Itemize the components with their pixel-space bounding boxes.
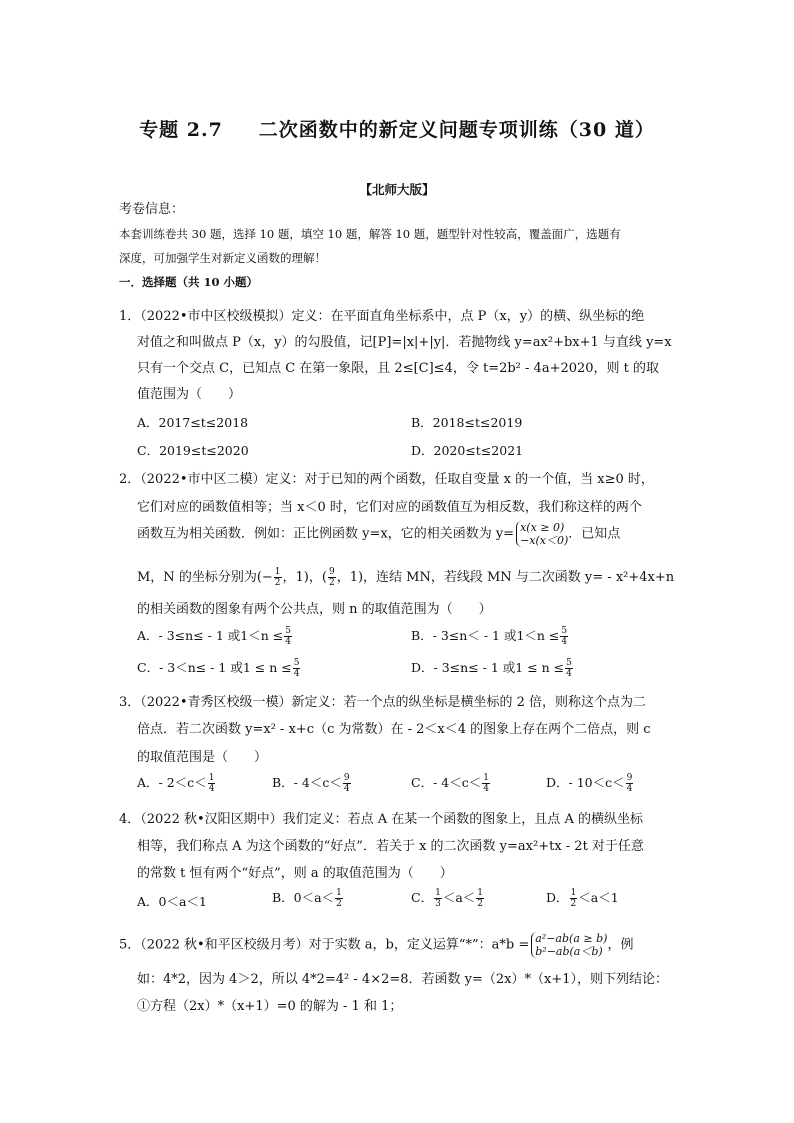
q3-option-a [137,773,216,794]
frac-num: 5 [285,626,291,636]
q2-option-a [137,626,293,647]
q3-option-c-text: C．- 4＜c＜ [411,775,482,790]
q1-line-1: 1．（2022•市中区校级模拟）定义：在平面直角坐标系中，点 P（x，y）的横、纵坐标的绝 [119,309,645,324]
frac-num: 1 [435,888,441,898]
frac-den: 4 [626,784,633,794]
q2-line-3-end: ．已知点 [568,526,621,542]
q2-line-3-text: 函数互为相关函数．例如：正比例函数 y=x，它的相关函数为 y= [137,526,515,542]
q5-case-2: b²−ab(a＜b) [535,945,603,958]
frac-den: 4 [561,637,568,647]
frac-den: 4 [285,637,291,647]
frac-num: 1 [274,567,281,577]
q3-option-b [272,773,352,794]
frac-den: 3 [435,899,441,909]
q2-line-2: 它们对应的函数值相等；当 x＜0 时，它们对应的函数值互为相反数，我们称这样的两个 [137,500,642,515]
frac-den: 2 [274,578,281,588]
q4-line-3: 的常数 t 恒有两个“好点”，则 a 的取值范围为（ ） [137,866,453,881]
q2-line-5: 的相关函数的图象有两个公共点，则 n 的取值范围为（ ） [137,602,492,617]
frac-num: 1 [477,888,483,898]
q1-option-b: B．2018≤t≤2019 [411,415,523,430]
q5-line-2: 如：4*2，因为 4＞2，所以 4*2=4² - 4×2=8．若函数 y=（2x）*（x+1），则下列结论： [137,972,668,987]
edition-label: 【北师大版】 [359,182,435,197]
frac-den: 4 [293,669,300,679]
q4-option-d-frac [570,888,578,909]
q4-option-d-text: ＜a＜1 [578,890,619,905]
q2-line-4b: ，1)，( [282,570,327,585]
q2-piecewise [516,521,568,547]
q2-line-4a: M，N 的坐标分别为(− [137,570,273,585]
q3-option-a-frac [208,773,216,794]
frac-num: 5 [293,658,300,668]
q2-option-b-frac [560,626,568,647]
title-topic-name: 二次函数中的新定义问题专项训练（30 道） [258,119,655,141]
frac-den: 4 [208,784,215,794]
frac-num: 5 [566,658,572,668]
q3-option-b-frac [343,773,351,794]
q2-line-1: 2．（2022•市中区二模）定义：对于已知的两个函数，任取自变量 x 的一个值，当 x≥0 时， [119,472,654,487]
frac-num: 9 [328,567,335,577]
q1-line-3: 只有一个交点 C，已知点 C 在第一象限，且 2≤[C]≤4，令 t=2b² - 4a+2020，则 t 的取 [137,361,660,376]
q4-option-d [546,888,619,909]
section-heading: 一．选择题（共 10 小题） [119,275,259,289]
q4-option-b-text: B．0＜a＜ [272,890,335,905]
q2-option-b-text: B．- 3≤n＜ - 1 或1＜n ≤ [411,628,560,643]
q4-option-c-frac-2 [476,888,484,909]
exam-info-label: 考卷信息： [119,202,185,217]
q4-option-b [272,888,344,909]
q2-option-a-frac [284,626,292,647]
q4-option-c-text: ＜a＜ [442,890,476,905]
frac-num: 1 [208,773,215,783]
q4-line-1: 4．（2022 秋•汉阳区期中）我们定义：若点 A 在某一个函数的图象上，且点 A 的横纵坐标 [119,812,643,827]
q4-option-c-prefix: C． [411,890,434,905]
q5-line-3: ①方程（2x）*（x+1）=0 的解为 - 1 和 1； [137,999,403,1014]
q2-line-4c: ，1)，连结 MN，若线段 MN 与二次函数 y= - x²+4x+n [336,570,675,585]
q2-option-b [411,626,569,647]
frac-den: 2 [328,578,335,588]
q5-line-1-end: ，例 [607,937,634,953]
q4-option-b-frac [335,888,343,909]
q3-option-d-frac [626,773,634,794]
q5-line-1 [119,932,633,958]
q2-case-1: x(x ≥ 0) [520,521,565,534]
q2-option-c-frac [293,658,301,679]
q4-option-a: A．0＜a＜1 [137,894,207,909]
intro-line-1: 本套训练卷共 30 题，选择 10 题，填空 10 题，解答 10 题，题型针对性较高，覆盖面广，选题有 [119,227,621,241]
q3-option-d-text: D．- 10＜c＜ [546,775,625,790]
q1-option-c: C．2019≤t≤2020 [137,443,249,458]
frac-num: 1 [483,773,489,783]
q5-case-1: a²−ab(a ≥ b) [535,932,608,945]
frac-den: 4 [483,784,489,794]
q2-frac-1 [274,567,282,588]
frac-num: 1 [336,888,342,898]
q5-piecewise [531,932,607,958]
q2-option-d [411,658,574,679]
q4-option-c-frac-1 [434,888,442,909]
q3-line-3: 的取值范围是（ ） [137,750,268,765]
q3-line-1: 3．（2022•青秀区校级一模）新定义：若一个点的纵坐标是横坐标的 2 倍，则称这个点为二 [119,695,647,710]
page-title [0,115,794,142]
intro-line-2: 深度，可加强学生对新定义函数的理解！ [119,251,326,265]
q2-option-d-text: D．- 3≤n≤ - 1 或1 ≤ n ≤ [411,660,565,675]
frac-den: 4 [566,669,572,679]
q2-option-a-text: A．- 3≤n≤ - 1 或1＜n ≤ [137,628,284,643]
q3-option-b-text: B．- 4＜c＜ [272,775,342,790]
q2-line-4 [137,566,674,588]
frac-den: 2 [477,899,483,909]
q2-frac-2 [328,567,336,588]
frac-den: 4 [343,784,350,794]
q1-option-d: D．2020≤t≤2021 [411,443,524,458]
frac-den: 2 [336,899,342,909]
q4-option-c [411,888,485,909]
frac-num: 9 [626,773,633,783]
q2-option-d-frac [565,658,573,679]
q3-line-2: 倍点．若二次函数 y=x² - x+c（c 为常数）在 - 2＜x＜4 的图象上存在两个二倍点，则 c [137,722,651,737]
q5-line-1-text: 5．（2022 秋•和平区校级月考）对于实数 a，b，定义运算“*”：a*b = [119,937,530,953]
q1-line-4: 值范围为（ ） [137,387,242,402]
q3-option-d [546,773,634,794]
q2-option-c [137,658,301,679]
q2-option-c-text: C．- 3＜n≤ - 1 或1 ≤ n ≤ [137,660,292,675]
frac-den: 2 [570,899,577,909]
q2-line-3 [137,521,620,547]
frac-num: 1 [570,888,577,898]
q3-option-c [411,773,491,794]
q4-line-2: 相等，我们称点 A 为这个函数的“好点”．若关于 x 的二次函数 y=ax²+tx - 2t 对于任意 [137,839,644,854]
q3-option-a-text: A．- 2＜c＜ [137,775,207,790]
q1-line-2: 对值之和叫做点 P（x，y）的勾股值，记[P]=|x|+|y|．若抛物线 y=ax²+bx+1 与直线 y=x [137,335,672,350]
title-topic-number: 专题 2.7 [139,119,223,141]
frac-num: 9 [343,773,350,783]
q1-option-a: A．2017≤t≤2018 [137,415,249,430]
q3-option-c-frac [482,773,490,794]
q4-option-d-prefix: D． [546,890,569,905]
q2-case-2: −x(x＜0) [520,534,569,547]
frac-num: 5 [561,626,568,636]
